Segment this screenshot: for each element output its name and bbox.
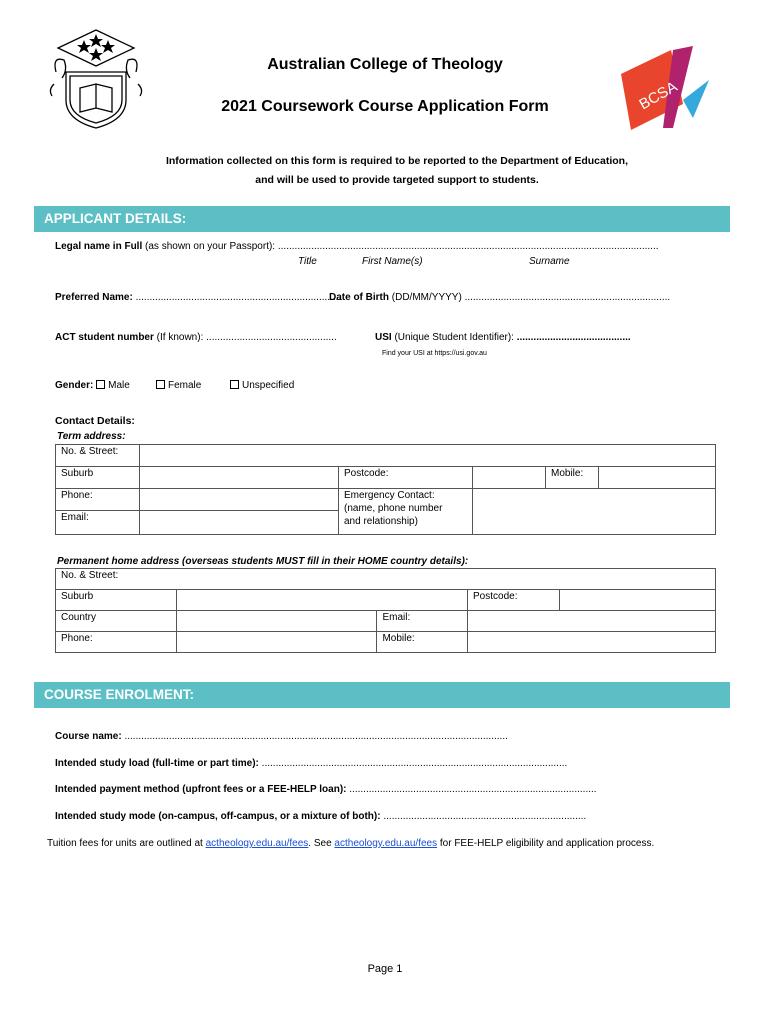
applicant-details-header: APPLICANT DETAILS: xyxy=(34,206,730,232)
term-mobile-input[interactable] xyxy=(599,467,716,489)
term-address-heading: Term address: xyxy=(57,431,126,442)
dob-label: Date of Birth xyxy=(329,292,389,303)
info-line-1: Information collected on this form is required to be reported to the Department of Education, xyxy=(165,155,629,167)
payment-method-row xyxy=(55,784,597,795)
term-email-label: Email: xyxy=(56,511,140,535)
college-crest-logo xyxy=(48,26,144,132)
info-line-2: and will be used to provide targeted support to students. xyxy=(255,174,539,186)
perm-street-label: No. & Street: xyxy=(56,569,716,590)
term-postcode-input[interactable] xyxy=(473,467,546,489)
college-name: Australian College of Theology xyxy=(267,56,503,73)
term-street-label: No. & Street: xyxy=(56,445,140,467)
gender-unspecified-label: Unspecified xyxy=(242,380,295,391)
gender-female-checkbox[interactable] xyxy=(156,380,165,389)
usi-label: USI xyxy=(375,332,392,343)
bcsa-logo-text: BCSA xyxy=(636,78,681,114)
perm-phone-label: Phone: xyxy=(56,632,177,653)
study-load-field[interactable]: .............................................................................................................. xyxy=(261,758,568,769)
tuition-note-start: Tuition fees for units are outlined at xyxy=(47,838,206,849)
emergency-contact-input[interactable] xyxy=(473,489,716,535)
gender-unspecified-checkbox[interactable] xyxy=(230,380,239,389)
tuition-note-end: for FEE-HELP eligibility and application process. xyxy=(437,838,655,849)
dob-note: (DD/MM/YYYY) xyxy=(389,292,465,303)
emergency-contact-note-1: (name, phone number xyxy=(344,503,443,514)
gender-unspecified-option xyxy=(230,380,294,391)
course-name-field[interactable]: .......................................................................................................................................... xyxy=(124,731,508,742)
act-student-label: ACT student number xyxy=(55,332,154,343)
course-enrolment-header: COURSE ENROLMENT: xyxy=(34,682,730,708)
act-student-note: (If known): xyxy=(153,332,207,343)
perm-email-label: Email: xyxy=(377,611,468,632)
legal-name-note: (as shown on your Passport): xyxy=(142,241,278,252)
legal-name-surname-caption: Surname xyxy=(529,256,570,267)
usi-field[interactable]: ......................................... xyxy=(516,332,631,343)
term-suburb-label: Suburb xyxy=(56,467,140,489)
permanent-address-table xyxy=(55,568,716,653)
perm-suburb-label: Suburb xyxy=(56,590,177,611)
perm-mobile-input[interactable] xyxy=(468,632,716,653)
legal-name-row xyxy=(55,241,659,252)
gender-male-checkbox[interactable] xyxy=(96,380,105,389)
term-mobile-label: Mobile: xyxy=(546,467,599,489)
page-number: Page 1 xyxy=(367,963,403,975)
gender-label: Gender: xyxy=(55,380,97,391)
payment-method-label: Intended payment method (upfront fees or a FEE-HELP loan): xyxy=(55,784,350,795)
perm-country-label: Country xyxy=(56,611,177,632)
study-mode-row xyxy=(55,811,586,822)
act-student-row xyxy=(55,332,337,343)
perm-email-input[interactable] xyxy=(468,611,716,632)
usi-find-note: Find your USI at https://usi.gov.au xyxy=(382,350,487,357)
study-load-row xyxy=(55,758,567,769)
tuition-note xyxy=(47,838,654,849)
gender-female-option xyxy=(156,380,201,391)
tuition-note-middle: . See xyxy=(308,838,335,849)
term-postcode-label: Postcode: xyxy=(339,467,473,489)
usi-note: (Unique Student Identifier): xyxy=(391,332,517,343)
act-student-field[interactable]: ............................................... xyxy=(206,332,337,343)
perm-mobile-label: Mobile: xyxy=(377,632,468,653)
gender-row xyxy=(55,380,130,391)
course-name-row xyxy=(55,731,508,742)
preferred-name-field[interactable]: .......................................................................... xyxy=(135,292,342,303)
term-suburb-input[interactable] xyxy=(140,467,339,489)
perm-suburb-input[interactable] xyxy=(177,590,468,611)
usi-row xyxy=(375,332,631,343)
fees-link-2[interactable]: actheology.edu.au/fees xyxy=(334,838,438,849)
emergency-contact-note-2: and relationship) xyxy=(344,516,418,527)
preferred-name-row xyxy=(55,292,341,303)
fees-link-1[interactable]: actheology.edu.au/fees xyxy=(205,838,309,849)
study-mode-label: Intended study mode (on-campus, off-campus, or a mixture of both): xyxy=(55,811,384,822)
gender-female-label: Female xyxy=(168,380,202,391)
perm-postcode-label: Postcode: xyxy=(468,590,560,611)
gender-male-label: Male xyxy=(108,380,130,391)
legal-name-field[interactable]: ......................................................................................................................................... xyxy=(277,241,659,252)
perm-postcode-input[interactable] xyxy=(560,590,716,611)
perm-phone-input[interactable] xyxy=(177,632,377,653)
payment-method-field[interactable]: ......................................................................................... xyxy=(349,784,597,795)
preferred-name-label: Preferred Name: xyxy=(55,292,136,303)
dob-row xyxy=(329,292,670,303)
study-load-label: Intended study load (full-time or part time): xyxy=(55,758,262,769)
course-name-label: Course name: xyxy=(55,731,125,742)
emergency-contact-title: Emergency Contact: xyxy=(344,490,435,501)
term-email-input[interactable] xyxy=(140,511,339,535)
term-phone-input[interactable] xyxy=(140,489,339,511)
legal-name-label: Legal name in Full xyxy=(55,241,143,252)
emergency-contact-label xyxy=(339,489,473,535)
permanent-address-heading: Permanent home address (overseas students MUST fill in their HOME country details): xyxy=(57,556,469,567)
term-address-table xyxy=(55,444,716,535)
perm-country-input[interactable] xyxy=(177,611,377,632)
legal-name-first-caption: First Name(s) xyxy=(362,256,423,267)
form-title: 2021 Coursework Course Application Form xyxy=(221,98,549,115)
term-street-input[interactable] xyxy=(140,445,716,467)
term-phone-label: Phone: xyxy=(56,489,140,511)
dob-field[interactable]: .......................................................................... xyxy=(464,292,671,303)
legal-name-title-caption: Title xyxy=(298,256,317,267)
contact-details-heading: Contact Details: xyxy=(55,415,135,427)
study-mode-field[interactable]: ......................................................................... xyxy=(383,811,587,822)
